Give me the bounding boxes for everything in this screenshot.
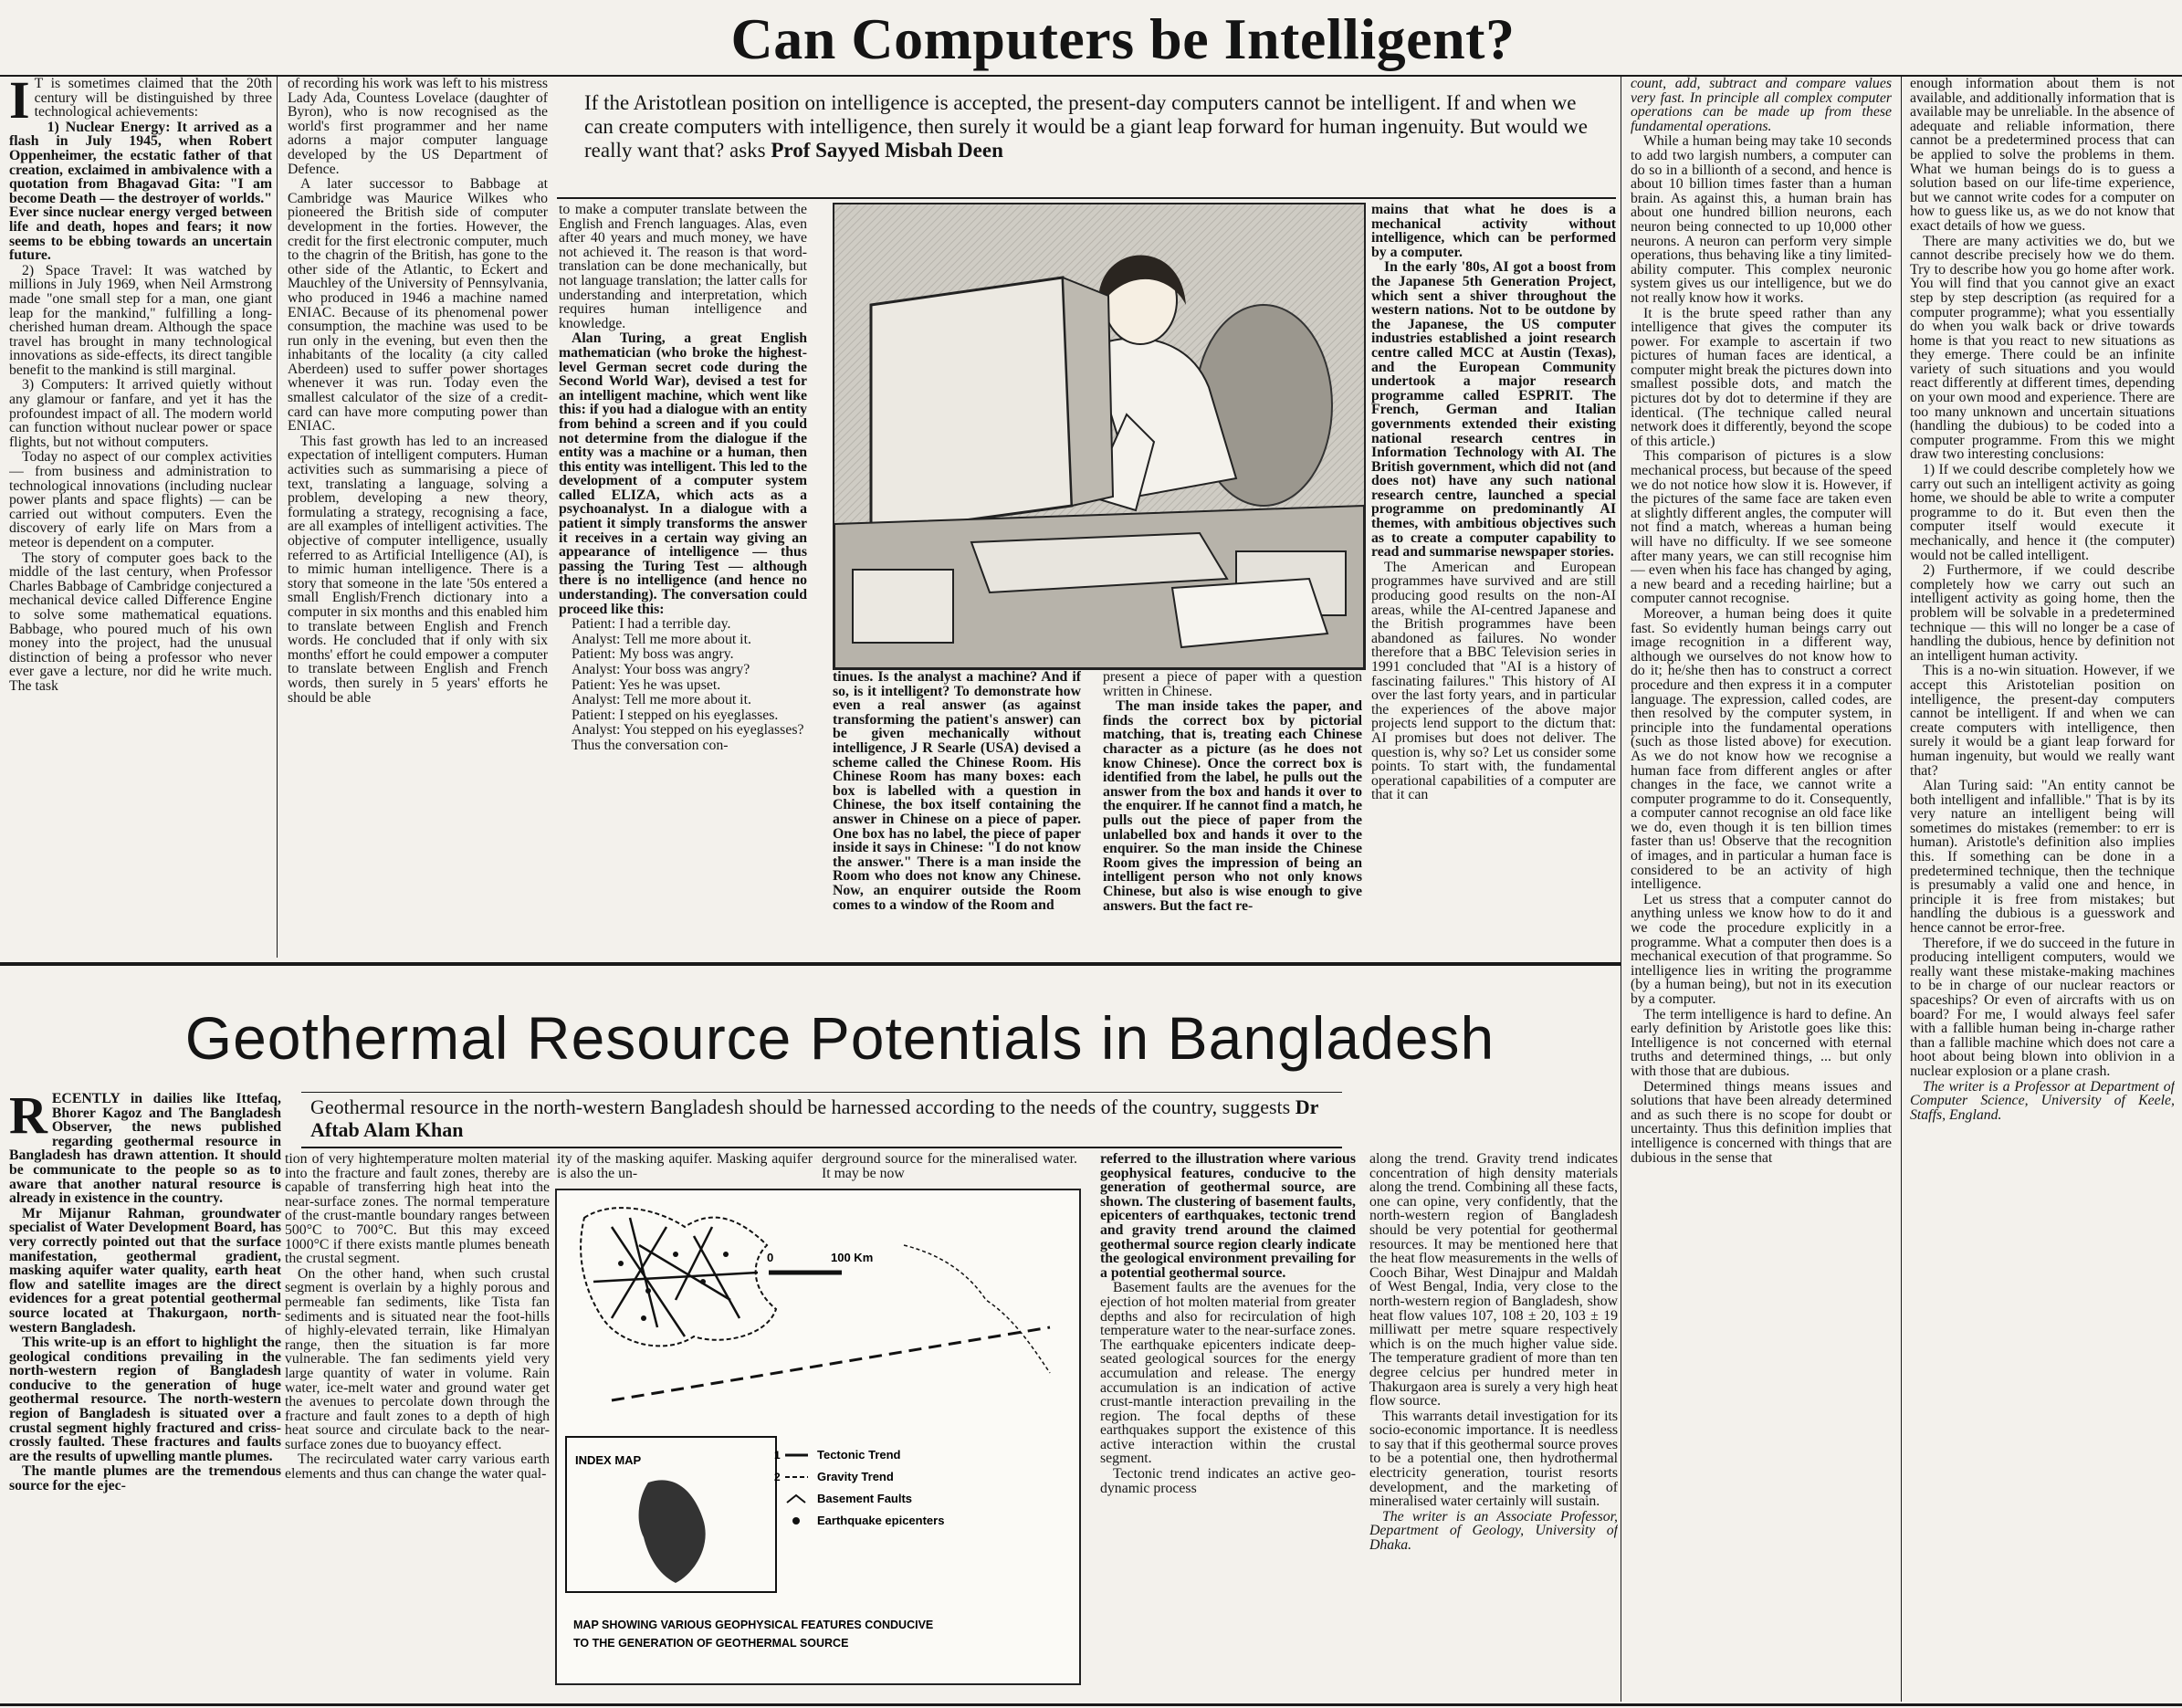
paragraph: 2) Furthermore, if we could describe completely how we carry out such an intelligent activity as going home, then the problem will be solvable in a predetermined technique — this will no longer be a case of handling the dubious, hence by definition not an intelligent human activity. [1910,562,2175,664]
article2-author: Dr Aftab Alam Khan [310,1095,1318,1141]
paragraph: This is a no-win situation. However, if we accept this Aristotelian position on intelligence, the present-day computers cannot be intelligent. If and when we can create computers with intelligence, then surely it would be a giant leap forward for human ingenuity, but would we really want that? [1910,663,2175,779]
geophysical-map-figure [555,1189,1081,1685]
map-caption-line1: MAP SHOWING VARIOUS GEOPHYSICAL FEATURES CONDUCIVE [573,1619,934,1631]
article2-column-1 [9,1092,281,1703]
paragraph: It is the brute speed rather than any intelligence that gives the computer its power. For example to ascertain if two pictures of human faces are identical, a computer might break the pictures down into smallest possible dots, and match the pictures dot by dot to determine if they are identical. (The technique called neural network does it differently, beyond the scope of this article.) [1631,305,1892,449]
article1-headline: Can Computers be Intelligent? [730,6,1516,71]
legend-gravity-trend: Gravity Trend [817,1470,894,1483]
intro-rule [301,1147,1342,1148]
paragraph: A later successor to Babbage at Cambridge was Maurice Wilkes who pioneered the British side of computer development in the forties. However, the credit for the first electronic computer, much to the chagrin of the British, has gone to the other side of the Atlantic, to Eckert and Mauchley of the University of Pennsylvania, who produced in 1946 a machine named ENIAC. Because of its phenomenal power consumption, the machine was used to be run only in the evening, but even then the inhabitants of the locality (a city called Aberdeen) used to suffer power shortages whenever it was run. Today even the smallest calculator of the size of a credit-card can have more computing power than ENIAC. [288,176,548,435]
paragraph: Determined things means issues and solutions that have been already determined and as such there is no scope for doubt or uncertainty. Thus this definition implies that intelligence is concerned with things that are dubious in the sense that [1631,1078,1892,1166]
article1-intro-text: If the Aristotlean position on intelligence is accepted, the present-day computers cannot be intelligent. If and when we can create computers with intelligence, then surely it would be a giant leap forward for human ingenuity. But would we really want that? asks [584,91,1588,162]
dialogue-line: Analyst: Tell me more about it. [572,631,751,647]
paragraph: The story of computer goes back to the middle of the last century, when Professor Charles Babbage of Cambridge conjectured a mechanical device called Difference Engine to solve some mathematical equations. Babbage, who poured much of his own money into the project, had the unusual distinction of being a professor who never ever gave a lecture, nor did he write much. The task [9,550,272,694]
paragraph: The term intelligence is hard to define. An early definition by Aristotle goes like this: Intelligence is not concerned with eternal truths and determined things, ... but only with those that are dubious. [1631,1006,1892,1079]
col-divider [277,77,278,958]
paragraph: On the other hand, when such crustal segment is overlain by a highly porous and permeable fan sediments, like Tista fan sediments and is situated near the foot-hills of highly-elevated terrain, like Himalyan range, then the situation is far more vulnerable. The fan sediments yield very large quantity of water in volume. Rain water, ice-melt water and ground water get the avenues to percolate down through the fracture and fault zones to a depth of high heat source and circulate back to the near-surface zones due to buoyancy effect. [285,1265,550,1452]
paragraph: This comparison of pictures is a slow mechanical process, but because of the speed we do not notice how slow it is. However, if the pictures of the same face are taken even at slightly different angles, the computer will not find a match, whereas a human being will have no difficulty. If we see someone after many years, we can still recognise him — even when his face has changed by aging, a new beard and a receding hairline; but a computer cannot recognise. [1631,448,1892,607]
paragraph: This fast growth has led to an increased expectation of intelligent computers. Human activities such as summarising a piece of text, translating a language, solving a problem, developing a new theory, formulating a strategy, recognising a face, are all examples of intelligent activities. The objective of computer intelligence, usually referred to as Artificial Intelligence (AI), is to mimic human intelligence. There is a story that someone in the late '50s entered a small English/French dictionary into a computer in six months and this enabled him to translate between English and French words. He concluded that if only with six months' effort he could empower a computer to translate between English and French words, then surely in 5 years' efforts he should be able [288,433,548,706]
article2-column-3 [557,1152,813,1189]
dialogue-line: Analyst: Tell me more about it. [572,692,751,708]
dropcap-letter: R [9,1092,47,1145]
intro-rule [557,197,1616,199]
paragraph: derground source for the mineralised water. It may be now [822,1152,1077,1181]
paragraph: The recirculated water carry various earth elements and thus can change the water qual- [285,1451,550,1483]
dropcap-letter: I [9,77,30,130]
paragraph: 2) Space Travel: It was watched by millions in July 1969, when Neil Armstrong made "one small step for a man, one giant leap for the mankind," fulfilling a long-cherished human dream. Although the space travel has brought in many technological innovations as side-effects, its direct tangible benefit to the mankind is still marginal. [9,262,272,378]
article1-column-4 [833,670,1081,958]
col-divider [1901,77,1902,1702]
article1-column-8 [1910,77,2175,1702]
paragraph: Today no aspect of our complex activities — from business and administration to technological innovations (including nuclear power plants and space flights) — can be carried out without computers. Even the discovery of early life on Mars from a meteor is dependent on a computer. [9,449,272,550]
bottom-rule [0,1703,2182,1706]
dialogue-line: Patient: My boss was angry. [572,646,734,663]
dialogue-line: Analyst: You stepped on his eyeglasses? [572,722,804,739]
article1-column-5 [1103,670,1362,958]
article1-column-7 [1631,77,1892,1702]
paragraph: 1) Nuclear Energy: It arrived as a flash in July 1945, when Robert Oppenheimer, the ecstatic father of that creation, exclaimed in ambivalence with a quotation from Bhagavad Gita: "I am become Death — the destroyer of worlds." Ever since nuclear energy verged between life and death, hopes and fears; it now seems to be ebbing towards an uncertain future. [9,119,272,264]
paragraph: count, add, subtract and compare values very fast. In principle all complex computer operations can be made up from these fundamental operations. [1631,77,1892,134]
paragraph: along the trend. Gravity trend indicates concentration of high density materials along the trend. Combining all these facts, one can opine, very confidently, that the north-western region of Bangladesh should be very potential for geothermal resources. It may be mentioned here that the heat flow measurements in the wells of Cooch Bihar, West Dinajpur and Maldah of West Bengal, India, very close to the north-western region of Bangladesh, show heat flow values 107, 108 ± 20, 103 ± 19 milliwatt per metre square respectively which is on the much higher value side. The temperature gradient of more than ten degree celcius per hundred meter in Thakurgaon area is surely a very high heat flow source. [1369,1152,1618,1409]
bangladesh-map-icon [557,1190,1079,1683]
article1-column-2 [288,77,548,958]
section-rule [0,962,1621,966]
paragraph: tinues. Is the analyst a machine? And if so, is it intelligent? To demonstrate how even a real answer (as against transforming the patient's answer) can be given mechanically without intelligence, J R Searle (USA) devised a scheme called the Chinese Room. His Chinese Room has many boxes: each box is labelled with a question in Chinese, the box itself containing the answer in Chinese on a piece of paper. One box has no label, the piece of paper inside it says in Chinese: "I do not know the answer." There is a man inside the Room who does not know any Chinese. Now, an enquirer outside the Room comes to a window of the Room and [833,670,1081,913]
paragraph: While a human being may take 10 seconds to add two largish numbers, a computer can do so in a billionth of a second, and hence is about 10 billion times faster than a human brain. As against this, a human brain has about one hundred billion neurons, each neuron being connected to up 10,000 other neurons. A neuron can perform very simple operations, thus behaving like a tiny limited-ability computer. This complex neuronic system gives us our intelligence, but we do not really know how it works. [1631,133,1892,306]
article1-column-6 [1371,203,1616,958]
paragraph: Mr Mijanur Rahman, groundwater specialist of Water Development Board, has very correctly pointed out that the surface manifestation, geothermal gradient, masking aquifer water quality, earth heat flow and satellite images are the direct evidences for a great potential geothermal source located at Thakurgaon, north-western Bangladesh. [9,1205,281,1336]
article2-column-5 [1100,1152,1356,1703]
dialogue-line: Patient: I had a terrible day. [572,616,731,633]
scale-zero-label: 0 [767,1251,774,1264]
author-bio: The writer is a Professor at Department of Computer Science, University of Keele, Staffs, England. [1910,1078,2175,1123]
paragraph: enough information about them is not available, and additionally information that is available may be unreliable. In the absence of adequate and reliable information, there cannot be a predetermined process that can be applied to solve the problems in them. What we human beings do is to guess a solution based on our life-time experience, but we cannot write codes for a computer on how to guess like us, as we do not know that exact details of how we guess. [1910,77,2175,234]
dialogue-line: Patient: Yes he was upset. [572,676,721,693]
paragraph: This write-up is an effort to highlight the geological conditions prevailing in the north-western region of Bangladesh conducive to the generation of huge geothermal resource. The north-western region of Bangladesh is situated over a crustal segment highly fractured and criss-crossly faulted. These fractures and faults are the results of upwelling mantle plumes. [9,1335,281,1464]
article2-column-4 [822,1152,1077,1189]
legend-num: 2 [774,1471,781,1483]
index-map-label: INDEX MAP [575,1453,642,1467]
article1-author: Prof Sayyed Misbah Deen [771,139,1003,162]
map-legend [774,1448,944,1527]
paragraph: Basement faults are the avenues for the ejection of hot molten material from greater depths and also for recirculation of high temperature water to the near-surface zones. The earthquake epicenters indicate deep-seated geological sources for the energy accumulation and release. The energy accumulation is an indication of active crust-mantle interaction prevailing in the region. The focal depths of these earthquakes support the existence of this active interaction within the crustal segment. [1100,1280,1356,1467]
article2-column-2 [285,1152,550,1703]
paragraph: 3) Computers: It arrived quietly without any glamour or fanfare, and yet it has the profoundest impact of all. The modern world can function without nuclear power or space flights, but not without computers. [9,377,272,450]
paragraph: In the early '80s, AI got a boost from the Japanese 5th Generation Project, which sent a shiver throughout the western nations. Not to be outdone by the Japanese, the US computer industries established a joint research centre called MCC at Austin (Texas), and the European Community undertook a major research programme called ESPRIT. The French, German and Italian governments extended their existing national research centres in Information Technology with AI. The British government, which did not (and does not) have any such national research centre, launched a special programme on predominantly AI themes, with ambitious objectives such as to create a computer capability to read and summarise newspaper stories. [1371,259,1616,561]
scale-distance-label: 100 Km [831,1251,874,1264]
paragraph: Therefore, if we do succeed in the future in producing intelligent computers, would we really want these mistake-making machines to be in charge of our nuclear reactors or spaceships? Or even of aircrafts with us on board? For me, I would always feel safer with a fallible human being in-charge rather than a fallible machine which does not care a hoot about being blown into oblivion in a nuclear explosion or a plane crash. [1910,935,2175,1079]
article2-intro-text: Geothermal resource in the north-western Bangladesh should be harnessed according to the needs of the country, suggests [310,1095,1291,1118]
article2-column-6 [1369,1152,1618,1703]
dialogue-line: Analyst: Your boss was angry? [572,662,750,677]
paragraph: Alan Turing, a great English mathematician (who broke the highest-level German secret code during the Second World War), devised a test for an intelligent machine, which went like this: if you had a dialogue with an entity from behind a screen and if you could not determine from the dialogue if the entity was a machine or a human, then this entity was intelligent. This led to the development of a computer system called ELIZA, which acts as a psychoanalyst. In a dialogue with a patient it simply transforms the answer it receives in a certain way giving an appearance of intelligence — thus passing the Turing Test — although there is no intelligence (and hence no understanding). The conversation could proceed like this: [559,330,807,617]
article2-intro [310,1095,1333,1141]
paragraph: ity of the masking aquifer. Masking aquifer is also the un- [557,1152,813,1181]
illustration-woman-at-computer [833,203,1366,670]
intro-rule-top [301,1092,1342,1093]
paragraph: mains that what he does is a mechanical activity without intelligence, which can be performed by a computer. [1371,203,1616,260]
article1-column-3 [559,203,807,958]
paragraph: There are many activities we do, but we cannot describe precisely how we do them. Try to describe how you go home after work. You will find that you cannot give an exact step by step description (as required for a computer programme); what you essentially do when you walk back or drive towards home is that you react to new situations as they emerge. There could be an infinite variety of such situations and you would react differently at different times, depending on your own mood and experience. There are too many unknown and uncertain situations (handling the dubious) to be coded into a computer programme. From this we might draw two interesting conclusions: [1910,233,2175,463]
paragraph: Thus the conversation con- [572,737,729,753]
legend-basement-faults: Basement Faults [817,1492,913,1505]
paragraph: to make a computer translate between the English and French languages. Alas, even after 40 years and much money, we have not achieved it. The reason is that word-translation can be done mechanically, but not language translation; the latter calls for understanding and interpretation, which requires human intelligence and knowledge. [559,203,807,331]
paragraph: referred to the illustration where various geophysical features, conducive to the generation of geothermal source, are shown. The clustering of basement faults, epicenters of earthquakes, tectonic trend and gravity trend around the claimed geothermal source region clearly indicate the geological environment prevailing for a potential geothermal source. [1100,1152,1356,1281]
paragraph: Let us stress that a computer cannot do anything unless we know how to do it and we code the procedure explicitly in a programme. What a computer then does is a mechanical execution of that programme. So intelligence lies in writing the programme (by a human being), but not in its execution by a computer. [1631,891,1892,1007]
paragraph: The American and European programmes have survived and are still producing good results on the non-AI areas, while the AI-centred Japanese and the British programmes have been abandoned as failures. No wonder therefore that a BBC Television series in 1991 concluded that "AI is a history of fascinating failures." This history of AI over the last forty years, and in particular the experiences of the above major projects lend support to the dictum that: AI promises but does not deliver. The question is, why so? Let us consider some points. To start with, the fundamental operational capabilities of a computer are that it can [1371,559,1616,803]
woman-at-computer-icon [834,204,1364,668]
author-bio: The writer is an Associate Professor, Department of Geology, University of Dhaka. [1369,1508,1618,1554]
legend-tectonic-trend: Tectonic Trend [817,1448,901,1462]
legend-earthquake-epicenters: Earthquake epicenters [817,1514,945,1527]
paragraph: T is sometimes claimed that the 20th century will be distinguished by three technological achievements: [34,77,272,121]
dialogue-line: Patient: I stepped on his eyeglasses. [572,707,779,723]
article1-intro [584,91,1598,162]
paragraph: Moreover, a human being does it quite fast. So evidently human beings carry out image recognition in a different way, although we ourselves do not know how to do it; he/she then has to construct a correct procedure and then express it in a computer language. The expression, called codes, are then resolved by the computer system, in principle into the fundamental operations (such as those listed above) for execution. As we do not know how we recognise a human face from different angles or after changes in the face, we cannot write a computer programme to do it. Consequently, a computer cannot recognise an old face like we do, even though it is ten billion times faster than us! Observe that the recognition of images, and in particular a human face is considered to be an activity of high intelligence. [1631,605,1892,893]
map-caption-line2: TO THE GENERATION OF GEOTHERMAL SOURCE [573,1637,849,1650]
paragraph: The mantle plumes are the tremendous source for the ejec- [9,1463,281,1494]
article2-headline: Geothermal Resource Potentials in Bangladesh [184,1004,1495,1072]
paragraph: 1) If we could describe completely how we carry out such an intelligent activity as going home, we should be able to write a computer programme to do it. But even then the computer itself would execute it mechanically, and hence it (the computer) would not be called intelligent. [1910,462,2175,563]
paragraph: Alan Turing said: "An entity cannot be both intelligent and infallible." That is by its very nature an intelligent being will sometimes do mistakes (remember: to err is human). Aristotle's definition also implies this. If something can be done in a predetermined technique, then the technique is presumably a valid one and hence, in principle it is free from mistakes; but handling the dubious is a guesswork and hence cannot be error-free. [1910,778,2175,937]
paragraph: This warrants detail investigation for its socio-economic importance. It is needless to say that if this geothermal source proves to be a potential one, then hydrothermal electricity generation, tourist resorts development, and the marketing of mineralised water certainly will sustain. [1369,1408,1618,1510]
article1-column-1 [9,77,272,958]
paragraph: The man inside takes the paper, and finds the correct box by pictorial matching, that is, treating each Chinese character as a picture (as he does not know Chinese). Once the correct box is identified from the label, he pulls out the answer from the box and hands it over to the enquirer. If he cannot find a match, he pulls out the piece of paper from the unlabelled box and hands it over to the enquirer. So the man inside the Chinese Room gives the impression of being an intelligent person who not only knows Chinese, but also is wise enough to give answers. But the fact re- [1103,698,1362,914]
paragraph: of recording his work was left to his mistress Lady Ada, Countess Lovelace (daughter of Byron), who is now recognised as the world's first programmer and her name adorns a major computer language developed by the US Department of Defence. [288,77,548,177]
paragraph: present a piece of paper with a question written in Chinese. [1103,670,1362,699]
paragraph: tion of very hightemperature molten material into the fracture and fault zones, thereby are capable of transferring high heat into the near-surface zones. The normal temperature of the crust-mantle boundary ranges between 500°C to 700°C. But this may exceed 1000°C if there exists mantle plumes beneath the crustal segment. [285,1152,550,1267]
legend-num: 1 [774,1449,781,1462]
paragraph: Tectonic trend indicates an active geo-dynamic process [1100,1466,1356,1496]
paragraph: ECENTLY in dailies like Ittefaq, Bhorer Kagoz and The Bangladesh Observer, the news published regarding geothermal resource in Bangladesh has drawn attention. It should be communicate to the people so as to aware that another natural resource is already in existence in the country. [9,1092,281,1207]
